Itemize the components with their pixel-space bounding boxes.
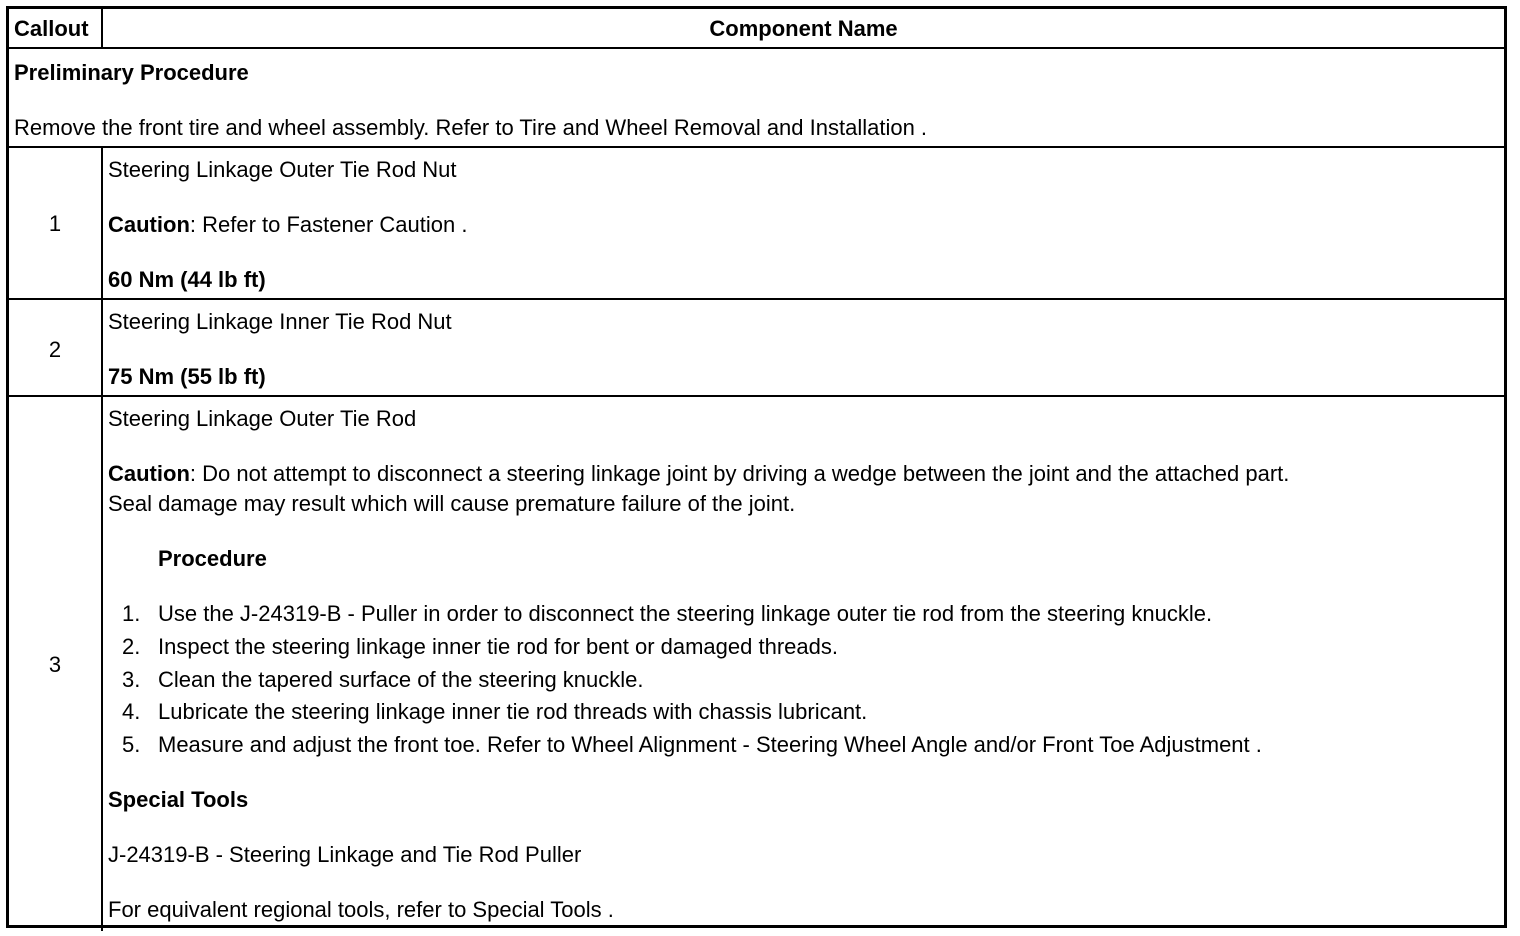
row-1-caution [108, 212, 467, 238]
row-2-name: Steering Linkage Inner Tie Rod Nut [108, 309, 452, 334]
step-text: Lubricate the steering linkage inner tie rod threads with chassis lubricant. [158, 699, 868, 725]
caution-label: Caution [108, 461, 190, 486]
list-item [110, 699, 1262, 732]
equivalent-tools-note: For equivalent regional tools, refer to Special Tools . [108, 897, 614, 922]
row-2-torque: 75 Nm (55 lb ft) [108, 364, 266, 389]
list-item [110, 667, 1262, 700]
special-tools-title: Special Tools [108, 787, 249, 812]
caution-label: Caution [108, 212, 190, 237]
header-callout: Callout [14, 16, 89, 41]
header-component-name: Component Name [709, 16, 898, 41]
special-tool-item: J-24319-B - Steering Linkage and Tie Rod Puller [108, 842, 582, 867]
list-item [110, 601, 1262, 634]
callout-2: 2 [48, 337, 62, 362]
row-1-name: Steering Linkage Outer Tie Rod Nut [108, 157, 457, 182]
step-text: Inspect the steering linkage inner tie rod for bent or damaged threads. [158, 633, 838, 659]
row-1-divider [9, 298, 1504, 300]
step-text: Measure and adjust the front toe. Refer to Wheel Alignment - Steering Wheel Angle and/or Front Toe Adjustment . [158, 732, 1262, 757]
caution-text: : Do not attempt to disconnect a steering linkage joint by driving a wedge between the joint and the attached part. [189, 461, 1290, 486]
callout-3: 3 [48, 652, 62, 677]
step-number: 4. [122, 699, 141, 725]
step-number: 5. [122, 732, 141, 757]
list-item [110, 732, 1262, 765]
procedure-steps [110, 601, 1262, 765]
row-3-caution [108, 461, 1289, 487]
caution-text: : Refer to Fastener Caution . [189, 212, 468, 237]
row-2-divider [9, 395, 1504, 397]
step-number: 1. [122, 601, 141, 626]
step-text: Clean the tapered surface of the steering knuckle. [158, 666, 644, 692]
procedure-title: Procedure [158, 546, 267, 571]
preliminary-title: Preliminary Procedure [14, 60, 249, 85]
step-number: 2. [122, 633, 141, 659]
step-text: Use the J-24319-B - Puller in order to disconnect the steering linkage outer tie rod from the steering knuckle. [158, 601, 1213, 626]
row-1-torque: 60 Nm (44 lb ft) [108, 267, 266, 292]
preliminary-text: Remove the front tire and wheel assembly. Refer to Tire and Wheel Removal and Installation . [14, 115, 928, 140]
header-divider [9, 47, 1504, 49]
step-number: 3. [122, 666, 141, 692]
column-divider-body [101, 147, 103, 931]
component-table [6, 6, 1507, 928]
list-item [110, 634, 1262, 667]
row-3-name: Steering Linkage Outer Tie Rod [108, 406, 417, 431]
callout-1: 1 [48, 211, 62, 236]
row-3-caution-line-2: Seal damage may result which will cause premature failure of the joint. [108, 491, 796, 516]
preliminary-divider [9, 146, 1504, 148]
